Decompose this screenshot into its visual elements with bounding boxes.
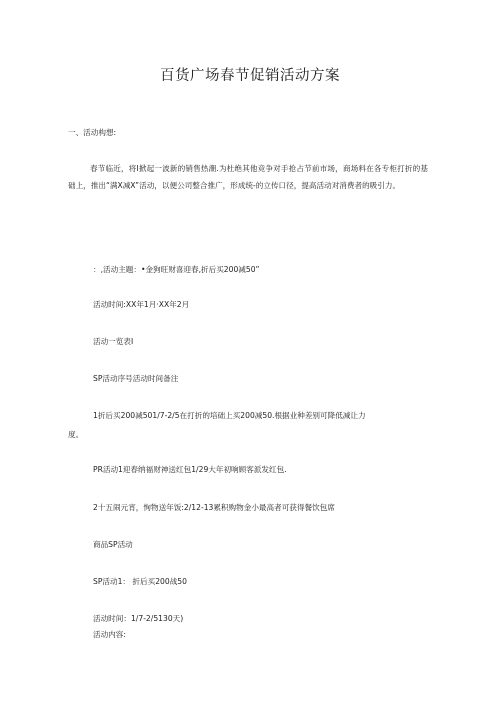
sp1-content-line: 活动内容: bbox=[93, 630, 126, 639]
section-heading: 一、活动构想: bbox=[68, 128, 117, 137]
theme-line: ：,活动主題：•金狗旺财喜迎春,折后买200减50” bbox=[93, 265, 260, 274]
goods-sp-line: 商品SP活动 bbox=[93, 540, 133, 549]
time-line: 活动时间:XX年1月·XX年2月 bbox=[93, 300, 190, 309]
sp1-time-line: 活动时间：1/7-2/5130天) bbox=[93, 614, 184, 623]
item1-continuation: 度。 bbox=[68, 430, 84, 439]
document-title: 百货广场春节促销活动方案 bbox=[160, 68, 340, 84]
intro-paragraph: 春节临近，将I掀起一波新的销售热潮.为杜绝其他竞争对手抢占节前市场，商场料在各专柜打折的基础上，推出“满X减X”活动，以便公司整合推广，形成统-的立传口径，提高活动对消费者的吸引力。 bbox=[68, 164, 428, 190]
item3-line: 2十五闹元宵，恂物送年饭:2/12-13累积购物金小最高者可获得餐饮包席 bbox=[93, 503, 335, 512]
table-header-line: SP活动序号活动时间备注 bbox=[93, 374, 179, 383]
overview-line: 活动一览表I bbox=[93, 337, 134, 346]
item2-line: PR活动1迎春纳福财神送红包1/29大年初响顾客派发红包. bbox=[93, 465, 287, 474]
sp1-line: SP活动1： 折后买200战50 bbox=[93, 577, 187, 586]
item1-line: 1折后买200减501/7-2/5在打折的培础上买200减50.根据业种差别可降低减让力 bbox=[93, 411, 366, 420]
